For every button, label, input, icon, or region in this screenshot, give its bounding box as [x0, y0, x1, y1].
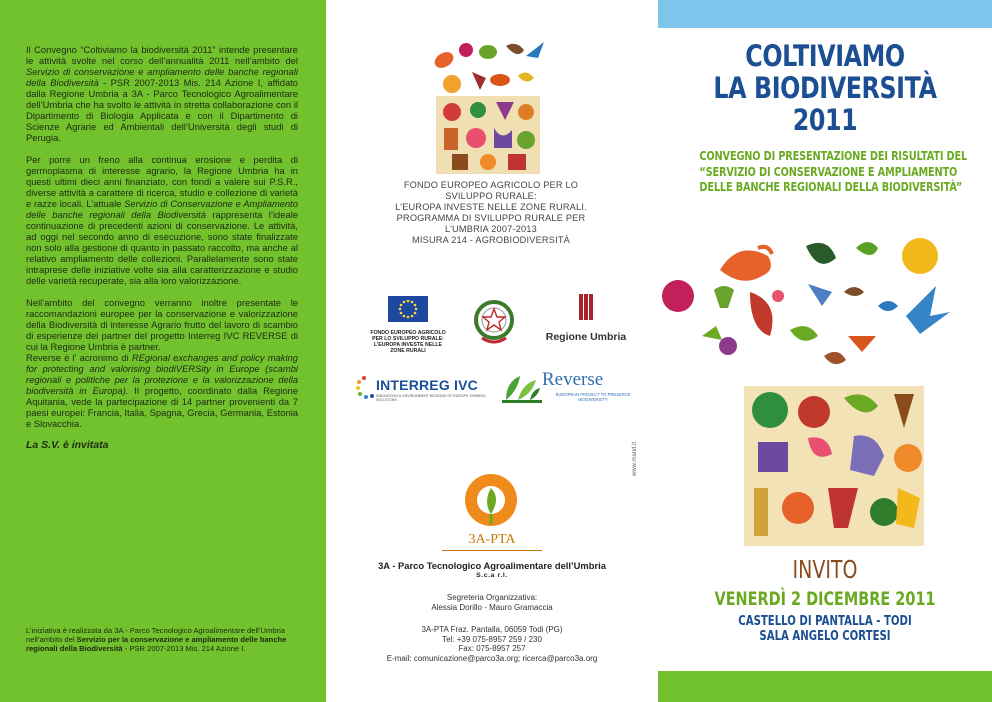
event-date: VENERDÌ 2 DICEMBRE 2011: [714, 588, 936, 610]
p3-text: Nell’ambito del convegno verranno inoltre presentate le raccomandazioni europee per la conservazione e valorizzazione della Biodiversità di interesse Agrario frutto del lavoro di scambio di esperienze dei partner del progetto Interreg IVC REVERSE di cui la Regione Umbria è partner.: [26, 297, 298, 352]
fund-line-2: SVILUPPO RURALE:: [445, 191, 537, 201]
invitation-line: La S.V. è invitata: [26, 439, 109, 451]
right-cover-panel: [658, 0, 992, 702]
middle-panel: [326, 0, 658, 702]
p4-text-a: Reverse è l’ acronimo di: [26, 352, 132, 363]
segreteria-label: Segreteria Organizzativa:: [446, 593, 538, 602]
place-line-1: CASTELLO DI PANTALLA - TODI: [738, 614, 912, 629]
footnote: [26, 626, 306, 653]
p1-text-italic: Servizio di conservazione e ampliamento delle banche regionali della Biodiversità: [26, 66, 298, 88]
top-blue-bar: [658, 0, 992, 28]
title-line-1: COLTIVIAMO: [745, 39, 905, 73]
reverse-sub: EUROPEAN PROJECT TO PRESERVE BIODIVERSITY: [555, 392, 631, 402]
eu-caption-3: L’EUROPA INVESTE NELLE: [373, 342, 443, 348]
subtitle-line-1: CONVEGNO DI PRESENTAZIONE DEI RISULTATI DEL: [699, 148, 968, 163]
p4-text-italic: REgional exchanges and policy making for protecting and valorising biodiVERSity in Europe (scambi regionali e politiche per la protezione e la valorizzazione della biodiversità in Europa).: [26, 352, 298, 396]
footnote-c: - PSR 2007-2013 Mis. 214 Azione I.: [122, 644, 246, 653]
subtitle-line-3: DELLE BANCHE REGIONALI DELLA BIODIVERSITÀ”: [699, 179, 963, 194]
p2-text-italic: Servizio di Conservazione e Ampliamento delle banche regionali della Biodiversità: [26, 198, 298, 220]
title-line-3: 2011: [792, 103, 858, 137]
vertical-url: www.mand.it: [632, 441, 638, 476]
footnote-bold: Servizio per la conservazione e ampliamento delle banche regionali della Biodiversità: [26, 635, 287, 653]
pta-title: 3A - Parco Tecnologico Agroalimentare dell’Umbria: [378, 560, 606, 571]
contact-block: [346, 625, 638, 663]
interreg-label: INTERREG IVC: [376, 377, 478, 393]
eu-logo: [360, 296, 456, 354]
biodiversity-collage-small: [422, 36, 552, 176]
left-green-panel: [0, 0, 326, 702]
regione-umbria-label: Regione Umbria: [545, 331, 627, 343]
reverse-label: Reverse: [542, 369, 604, 390]
title-line-2: LA BIODIVERSITÀ: [713, 71, 937, 105]
fund-line-3: L’EUROPA INVESTE NELLE ZONE RURALI.: [395, 202, 587, 212]
pta-divider: [442, 550, 542, 551]
p1-text-b: - PSR 2007-2013 Mis. 214 Azione I, affidato dalla Regione Umbria a 3A - Parco Tecnologico Agroalimentare dell’Umbria che ha svolto le attività in stretta collaborazione con il Dipartimento di Biologia Applicata e con il Dipartimento di Scienze Agrarie ed Ambientali dell’Università degli studi di Perugia.: [26, 77, 298, 143]
reverse-logo: [502, 368, 632, 408]
intro-text: [26, 44, 298, 462]
subtitle-line-2: “SERVIZIO DI CONSERVAZIONE E AMPLIAMENTO: [699, 163, 958, 179]
paragraph-1: [26, 44, 298, 143]
email-line[interactable]: E-mail: comunicazione@parco3a.org; ricerca@parco3a.org: [386, 653, 598, 663]
invito-label: INVITO: [792, 555, 858, 584]
pta-logo-icon: [462, 470, 520, 532]
interreg-sub: INNOVATION & ENVIRONMENT REGIONS OF EUROPE SHARING SOLUTIONS: [376, 394, 486, 402]
p4-text-b: Il progetto, coordinato dalla Regione Aquitania, vede la partecipazione di 14 partner provenienti da 7 paesi europei: Francia, Italia, Spagna, Grecia, Germania, Estonia e Slovacchia.: [26, 385, 298, 429]
address-line: 3A-PTA Fraz. Pantalla, 06059 Todi (PG): [421, 625, 563, 634]
place-line-2: SALA ANGELO CORTESI: [759, 629, 891, 644]
fund-line-1: FONDO EUROPEO AGRICOLO PER LO: [403, 180, 579, 190]
biodiversity-collage-large: [658, 226, 992, 556]
regione-umbria-emblem-icon: [579, 294, 593, 320]
pta-scarl: S.c.a r.l.: [476, 572, 508, 579]
cover-title: [688, 40, 962, 136]
fund-text: [366, 180, 616, 246]
eu-flag-icon: [388, 296, 428, 322]
regione-umbria-logo: [536, 294, 636, 343]
paragraph-3: [26, 297, 298, 429]
paragraph-2: [26, 154, 298, 286]
fax-line: Fax: 075-8957 257: [458, 644, 526, 653]
cover-subtitle: [699, 148, 968, 195]
p1-text-a: Il Convegno “Coltiviamo la biodiversità 2011” intende presentare le attività svolte nel corso dell’annualità 2011 nell’ambito del: [26, 44, 298, 66]
fund-line-5: L’UMBRIA 2007-2013: [445, 224, 537, 234]
eu-caption: [360, 330, 456, 354]
segreteria-names: Alessia Dorillo - Mauro Gramaccia: [431, 602, 553, 612]
eu-caption-4: ZONE RURALI: [390, 348, 426, 354]
eu-caption-1: FONDO EUROPEO AGRICOLO: [370, 330, 446, 336]
bottom-green-bar: [658, 671, 992, 702]
eu-caption-2: PER LO SVILUPPO RURALE:: [372, 336, 444, 342]
pta-name: 3A-PTA: [468, 532, 516, 547]
italian-republic-emblem-icon: [472, 296, 516, 346]
interreg-stars-icon: [354, 372, 376, 402]
phone-line: Tel: +39 075-8957 259 / 230: [442, 634, 542, 644]
interreg-logo: [354, 372, 484, 404]
segreteria-block: [346, 593, 638, 612]
reverse-leaves-icon: [502, 370, 542, 404]
fund-line-6: MISURA 214 - AGROBIODIVERSITÀ: [412, 235, 570, 245]
fund-line-4: PROGRAMMA DI SVILUPPO RURALE PER: [396, 213, 586, 223]
event-place: [695, 614, 956, 644]
footnote-a: L’iniziativa è realizzata da 3A - Parco Tecnologico Agroalimentare dell’Umbria nell’ambito del: [26, 626, 286, 644]
p2-text-b: rappresenta l’ideale continuazione di precedenti azioni di conservazione. Le attività, ad oggi nel secondo anno di esecuzione, sono state finalizzate non solo alla gestione di quanto in passato raccolto, ma anche al relativo ampliamento delle collezioni. Parallelamente sono state intraprese delle iniziative volte sia alla caratterizzazione e studio delle varietà recuperate, sia alla loro valorizzazione.: [26, 209, 298, 286]
p2-text-a: Per porre un freno alla continua erosione e perdita di germoplasma di interesse agrario, la Regione Umbria ha in questi ultimi dieci anni finanziato, con fondi a valere sui P.S.R., diverse attività a carattere di ricerca, studio e collezione di varietà e razze locali. L’attuale: [26, 154, 298, 209]
